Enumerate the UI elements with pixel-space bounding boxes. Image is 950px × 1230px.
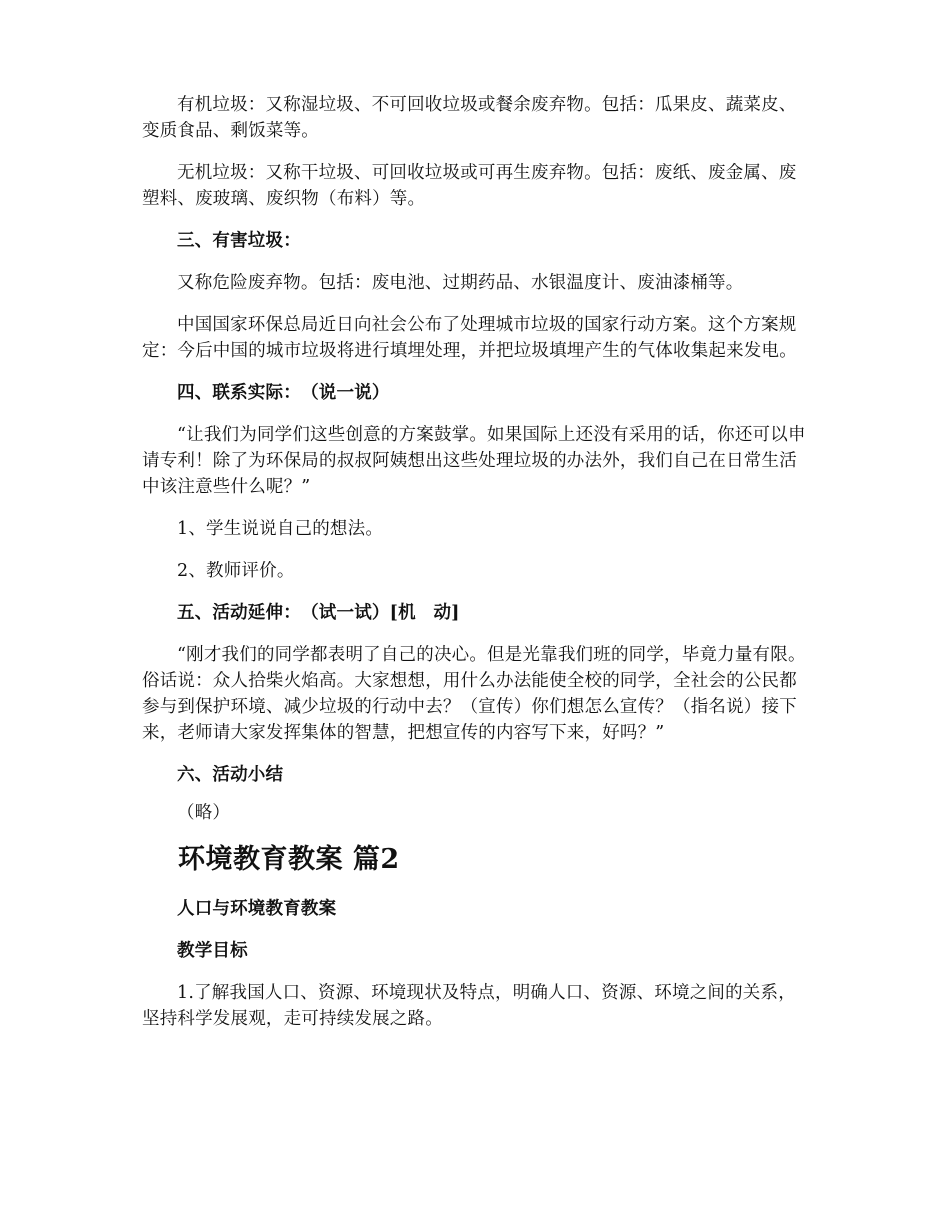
heading-activity-extension: 五、活动延伸： （试一试）[机 动] [177, 603, 460, 623]
paragraph-publicity-quote: “刚才我们的同学都表明了自己的决心。但是光靠我们班的同学，毕竟力量有限。俗话说：众人拾柴火焰高。大家想想，用什么办法能使全校的同学，全社会的公民都参与到保护环境、减少垃圾的行动中去？（宣传）你们想怎么宣传？（指名说）接下来，老师请大家发挥集体的智慧，把想宣传的内容写下来，好吗？” [142, 645, 806, 743]
paragraph-national-plan: 中国国家环保总局近日向社会公布了处理城市垃圾的国家行动方案。这个方案规定：今后中国的城市垃圾将进行填埋处理，并把垃圾填埋产生的气体收集起来发电。 [142, 315, 797, 361]
paragraph-inorganic-waste: 无机垃圾：又称干垃圾、可回收垃圾或可再生废弃物。包括：废纸、废金属、废塑料、废玻璃、废织物（布料）等。 [142, 163, 797, 209]
subheading-teaching-goals: 教学目标 [177, 941, 248, 961]
paragraph-applause-quote: “让我们为同学们这些创意的方案鼓掌。如果国际上还没有采用的话，你还可以申请专利！除了为环保局的叔叔阿姨想出这些处理垃圾的办法外，我们自己在日常生活中该注意些什么呢？” [142, 425, 806, 497]
document-page [142, 92, 812, 1048]
paragraph-student-ideas: 1、学生说说自己的想法。 [177, 519, 384, 539]
paragraph-organic-waste: 有机垃圾：又称湿垃圾、不可回收垃圾或餐余废弃物。包括：瓜果皮、蔬菜皮、变质食品、剩饭菜等。 [142, 95, 797, 141]
paragraph-teacher-evaluation: 2、教师评价。 [177, 561, 295, 581]
heading-activity-summary: 六、活动小结 [177, 765, 284, 785]
paragraph-omitted: （略） [177, 803, 231, 823]
paragraph-hazardous-waste: 又称危险废弃物。包括：废电池、过期药品、水银温度计、废油漆桶等。 [177, 273, 744, 293]
subheading-lesson-plan: 人口与环境教育教案 [177, 899, 337, 919]
section-title: 环境教育教案 篇2 [178, 844, 400, 875]
heading-hazardous-waste: 三、有害垃圾： [177, 231, 301, 251]
paragraph-goal-1: 1.了解我国人口、资源、环境现状及特点，明确人口、资源、环境之间的关系，坚持科学发展观，走可持续发展之路。 [142, 983, 796, 1029]
heading-practice: 四、联系实际： （说一说） [177, 383, 390, 403]
